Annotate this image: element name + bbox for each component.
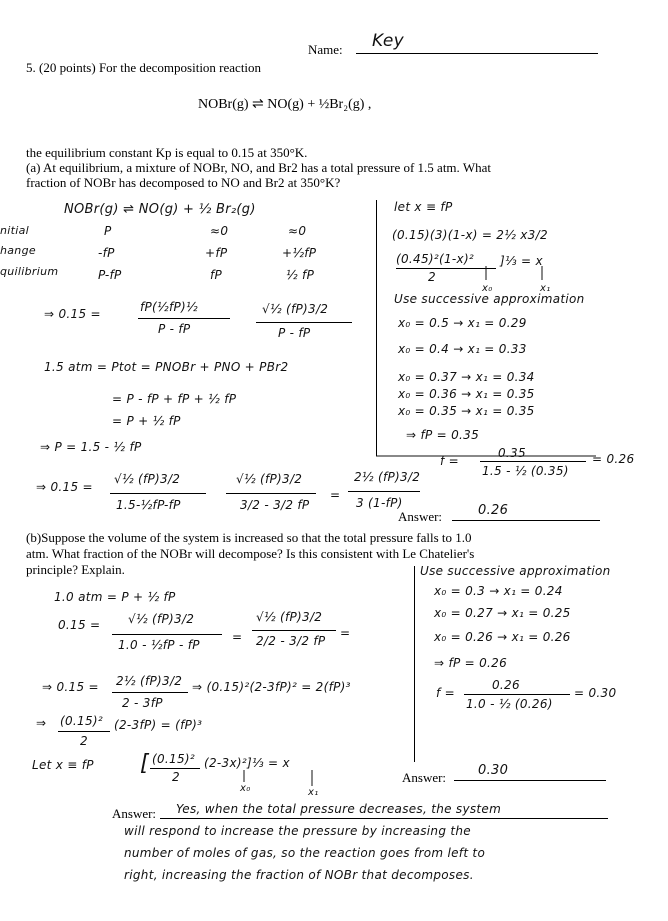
final-frac3-numerator: 2½ (fP)3/2 bbox=[354, 470, 421, 484]
b-line3-denominator: 2 - 3fP bbox=[122, 696, 163, 710]
total-pressure-line2: = P - fP + fP + ½ fP bbox=[112, 392, 237, 406]
part-b-question-line3: principle? Explain. bbox=[26, 562, 125, 577]
b-frac2-numerator: √½ (fP)3/2 bbox=[256, 610, 323, 624]
answer-value-a: 0.26 bbox=[478, 503, 509, 518]
f-denominator-a: 1.5 - ½ (0.35) bbox=[482, 464, 569, 478]
b-let-line: Let x ≡ fP bbox=[32, 758, 94, 772]
p-expression: ⇒ P = 1.5 - ½ fP bbox=[40, 440, 142, 454]
ice-change-br2: +½fP bbox=[282, 246, 317, 260]
final-frac1-numerator: √½ (fP)3/2 bbox=[114, 472, 181, 486]
b-let-bracket: [ bbox=[140, 751, 149, 776]
b-line4-right: (2-3fP) = (fP)³ bbox=[114, 718, 203, 732]
part-a-question-line1: (a) At equilibrium, a mixture of NOBr, NO, and Br2 has a total pressure of 1.5 atm. What bbox=[26, 160, 491, 175]
explain-line1: Yes, when the total pressure decreases, the system bbox=[176, 802, 502, 816]
total-pressure-b: 1.0 atm = P + ½ fP bbox=[54, 590, 176, 604]
kp-frac1-denominator: P - fP bbox=[158, 322, 191, 336]
final-eq-left: ⇒ 0.15 = bbox=[36, 480, 93, 494]
f-label-a: f = bbox=[440, 454, 459, 468]
part-b-question-line2: atm. What fraction of the NOBr will decompose? Is this consistent with Le Chatelier's bbox=[26, 546, 475, 561]
total-pressure-line1: 1.5 atm = Ptot = PNOBr + PNO + PBr2 bbox=[44, 360, 289, 374]
method-label-b: Use successive approximation bbox=[420, 564, 611, 578]
name-label: Name: bbox=[308, 42, 343, 57]
ice-change-no: +fP bbox=[205, 246, 228, 260]
b-equals-tail: = bbox=[340, 626, 351, 640]
final-frac3-denominator: 3 (1-fP) bbox=[356, 496, 403, 510]
reaction-equation: NOBr(g) ⇌ NO(g) + ½Br₂(g) , bbox=[198, 97, 372, 112]
answer-label-b: Answer: bbox=[402, 770, 447, 785]
iteration-a-5: x₀ = 0.35 → x₁ = 0.35 bbox=[398, 404, 535, 418]
final-frac2-numerator: √½ (fP)3/2 bbox=[236, 472, 303, 486]
f-numerator-b: 0.26 bbox=[492, 678, 520, 692]
explain-line3: number of moles of gas, so the reaction goes from left to bbox=[124, 846, 486, 860]
ice-label-initial: nitial bbox=[0, 224, 29, 237]
let-x-definition: let x ≡ fP bbox=[394, 200, 453, 214]
fp-result-b: ⇒ fP = 0.26 bbox=[434, 656, 508, 670]
part-b-question-line1: (b)Suppose the volume of the system is increased so that the total pressure falls to 1.0 bbox=[26, 530, 472, 545]
right-eq2-numerator: (0.45)²(1-x)² bbox=[396, 252, 475, 266]
total-pressure-line3: = P + ½ fP bbox=[112, 414, 181, 428]
iteration-a-4: x₀ = 0.36 → x₁ = 0.35 bbox=[398, 387, 535, 401]
iteration-b-2: x₀ = 0.27 → x₁ = 0.25 bbox=[434, 606, 571, 620]
kp-frac1-numerator: fP(½fP)½ bbox=[140, 300, 198, 314]
b-let-x1: x₁ bbox=[308, 787, 319, 798]
b-let-tail: (2-3x)²]⅓ = x bbox=[204, 756, 290, 770]
f-denominator-b: 1.0 - ½ (0.26) bbox=[466, 697, 553, 711]
ice-initial-nobr: P bbox=[104, 224, 112, 238]
fp-result-a: ⇒ fP = 0.35 bbox=[406, 428, 480, 442]
iteration-b-1: x₀ = 0.3 → x₁ = 0.24 bbox=[434, 584, 563, 598]
name-value: Key bbox=[372, 31, 404, 51]
final-frac1-denominator: 1.5-½fP-fP bbox=[116, 498, 181, 512]
ice-eq-br2: ½ fP bbox=[286, 268, 315, 282]
f-result-a: = 0.26 bbox=[592, 452, 635, 466]
explain-line4: right, increasing the fraction of NOBr that decomposes. bbox=[124, 868, 474, 882]
right-equation1: (0.15)(3)(1-x) = 2½ x3/2 bbox=[392, 228, 548, 242]
ice-change-nobr: -fP bbox=[98, 246, 115, 260]
b-let-x0: x₀ bbox=[240, 783, 251, 794]
iteration-a-1: x₀ = 0.5 → x₁ = 0.29 bbox=[398, 316, 527, 330]
final-equals: = bbox=[330, 488, 341, 502]
ice-eq-no: fP bbox=[210, 268, 223, 282]
b-equals-1: = bbox=[232, 630, 243, 644]
ice-label-change: hange bbox=[0, 244, 36, 257]
kp-frac2-numerator: √½ (fP)3/2 bbox=[262, 302, 329, 316]
problem-stem: 5. (20 points) For the decomposition reaction bbox=[26, 60, 262, 75]
b-line4-numerator: (0.15)² bbox=[60, 714, 103, 728]
iteration-a-3: x₀ = 0.37 → x₁ = 0.34 bbox=[398, 370, 535, 384]
b-line3-right: ⇒ (0.15)²(2-3fP)² = 2(fP)³ bbox=[192, 680, 351, 694]
f-numerator-a: 0.35 bbox=[498, 446, 526, 460]
b-line3-left: ⇒ 0.15 = bbox=[42, 680, 99, 694]
right-x1-label: x₁ bbox=[540, 283, 551, 294]
answer-label-a: Answer: bbox=[398, 509, 443, 524]
explain-line2: will respond to increase the pressure by increasing the bbox=[124, 824, 471, 838]
b-let-denominator: 2 bbox=[172, 770, 180, 784]
kp-expression-left: ⇒ 0.15 = bbox=[44, 307, 101, 321]
kp-statement: the equilibrium constant Kp is equal to 0.15 at 350°K. bbox=[26, 145, 308, 160]
right-eq2-denominator: 2 bbox=[428, 270, 436, 284]
method-label-a: Use successive approximation bbox=[394, 292, 585, 306]
b-frac1-denominator: 1.0 - ½fP - fP bbox=[118, 638, 200, 652]
part-a-question-line2: fraction of NOBr has decomposed to NO and Br2 at 350°K? bbox=[26, 175, 341, 190]
kp-frac2-denominator: P - fP bbox=[278, 326, 311, 340]
kp-left-b: 0.15 = bbox=[58, 618, 101, 632]
b-frac1-numerator: √½ (fP)3/2 bbox=[128, 612, 195, 626]
ice-initial-no: ≈0 bbox=[210, 224, 229, 238]
right-x0-label: x₀ bbox=[482, 283, 493, 294]
ice-eq-nobr: P-fP bbox=[98, 268, 122, 282]
ice-label-equilibrium: quilibrium bbox=[0, 265, 59, 278]
explain-label: Answer: bbox=[112, 806, 157, 821]
b-line3-numerator: 2½ (fP)3/2 bbox=[116, 674, 183, 688]
b-line4-denominator: 2 bbox=[80, 734, 88, 748]
final-frac2-denominator: 3/2 - 3/2 fP bbox=[240, 498, 310, 512]
b-let-numerator: (0.15)² bbox=[152, 752, 195, 766]
iteration-b-3: x₀ = 0.26 → x₁ = 0.26 bbox=[434, 630, 571, 644]
right-eq2-tail: ]⅓ = x bbox=[500, 254, 543, 268]
ice-reaction: NOBr(g) ⇌ NO(g) + ½ Br₂(g) bbox=[64, 202, 256, 217]
iteration-a-2: x₀ = 0.4 → x₁ = 0.33 bbox=[398, 342, 527, 356]
ice-initial-br2: ≈0 bbox=[288, 224, 307, 238]
b-line4-arrow: ⇒ bbox=[36, 716, 47, 730]
answer-value-b: 0.30 bbox=[478, 763, 509, 778]
b-frac2-denominator: 2/2 - 3/2 fP bbox=[256, 634, 326, 648]
f-label-b: f = bbox=[436, 686, 455, 700]
f-result-b: = 0.30 bbox=[574, 686, 617, 700]
